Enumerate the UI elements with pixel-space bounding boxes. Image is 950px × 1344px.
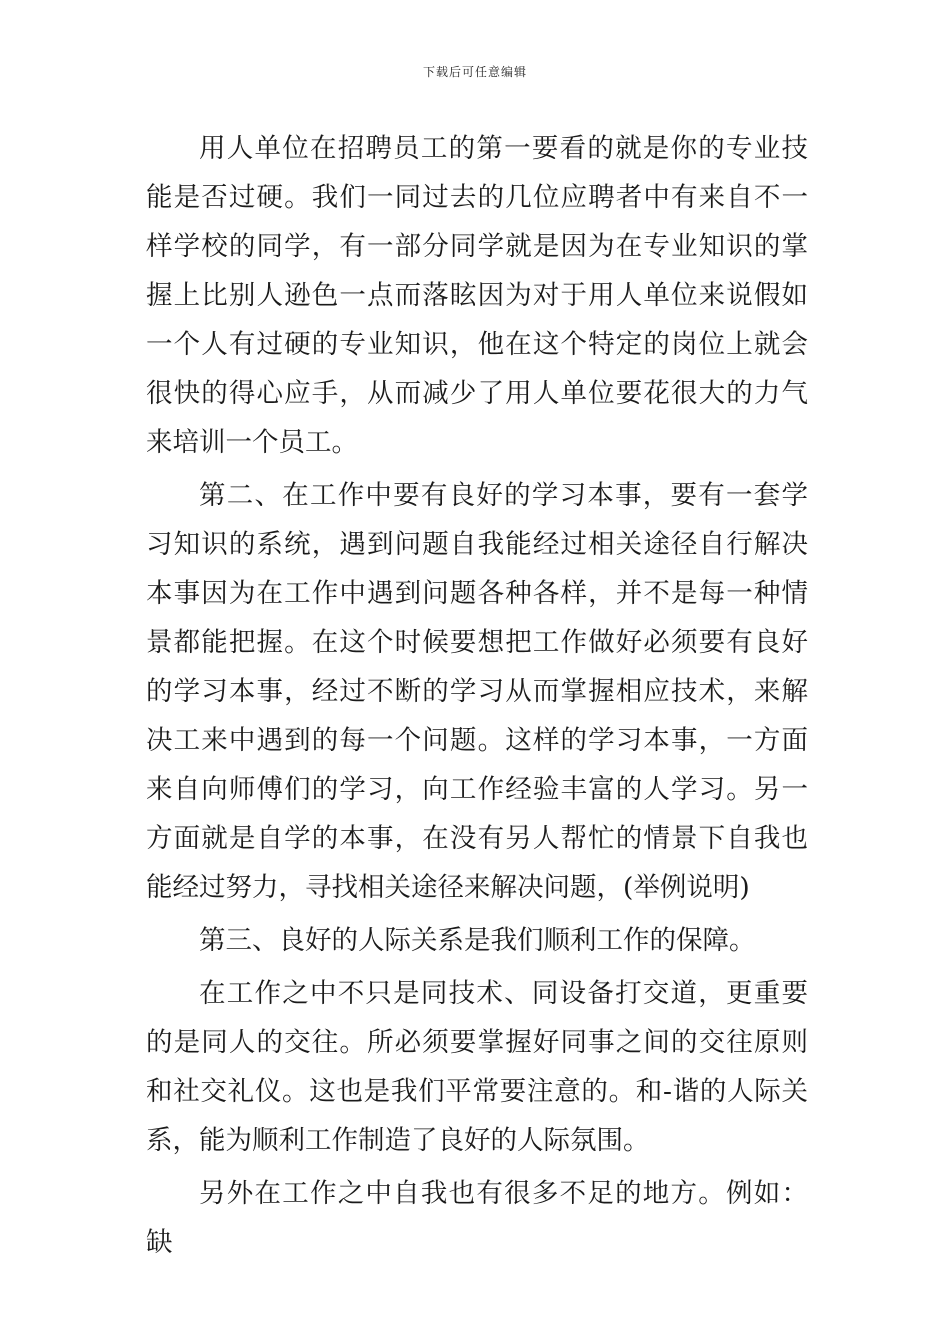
paragraph-professional-skills: 用人单位在招聘员工的第一要看的就是你的专业技能是否过硬。我们一同过去的几位应聘者中有来自不一样学校的同学，有一部分同学就是因为在专业知识的掌握上比别人逊色一点而落眩因为对于用人单位来说假如一个人有过硬的专业知识，他在这个特定的岗位上就会很快的得心应手，从而减少了用人单位要花很大的力气来培训一个员工。 [146,133,808,458]
document-body [146,124,808,1267]
paragraph-interpersonal: 在工作之中不只是同技术、同设备打交道，更重要的是同人的交往。所必须要掌握好同事之间的交往原则和社交礼仪。这也是我们平常要注意的。和-谐的人际关系，能为顺利工作制造了良好的人际氛围。 [146,978,808,1156]
page-header: 下载后可任意编辑 [422,65,527,79]
paragraph-learning-ability: 第二、在工作中要有良好的学习本事，要有一套学习知识的系统，遇到问题自我能经过相关途径自行解决本事因为在工作中遇到问题各种各样，并不是每一种情景都能把握。在这个时候要想把工作做好必须要有良好的学习本事，经过不断的学习从而掌握相应技术，来解决工来中遇到的每一个问题。这样的学习本事，一方面来自向师傅们的学习，向工作经验丰富的人学习。另一方面就是自学的本事，在没有另人帮忙的情景下自我也能经过努力，寻找相关途径来解决问题，(举例说明) [146,480,808,903]
paragraph-relationships-heading: 第三、良好的人际关系是我们顺利工作的保障。 [199,925,756,956]
paragraph-shortcomings: 另外在工作之中自我也有很多不足的地方。例如：缺 [146,1178,808,1258]
